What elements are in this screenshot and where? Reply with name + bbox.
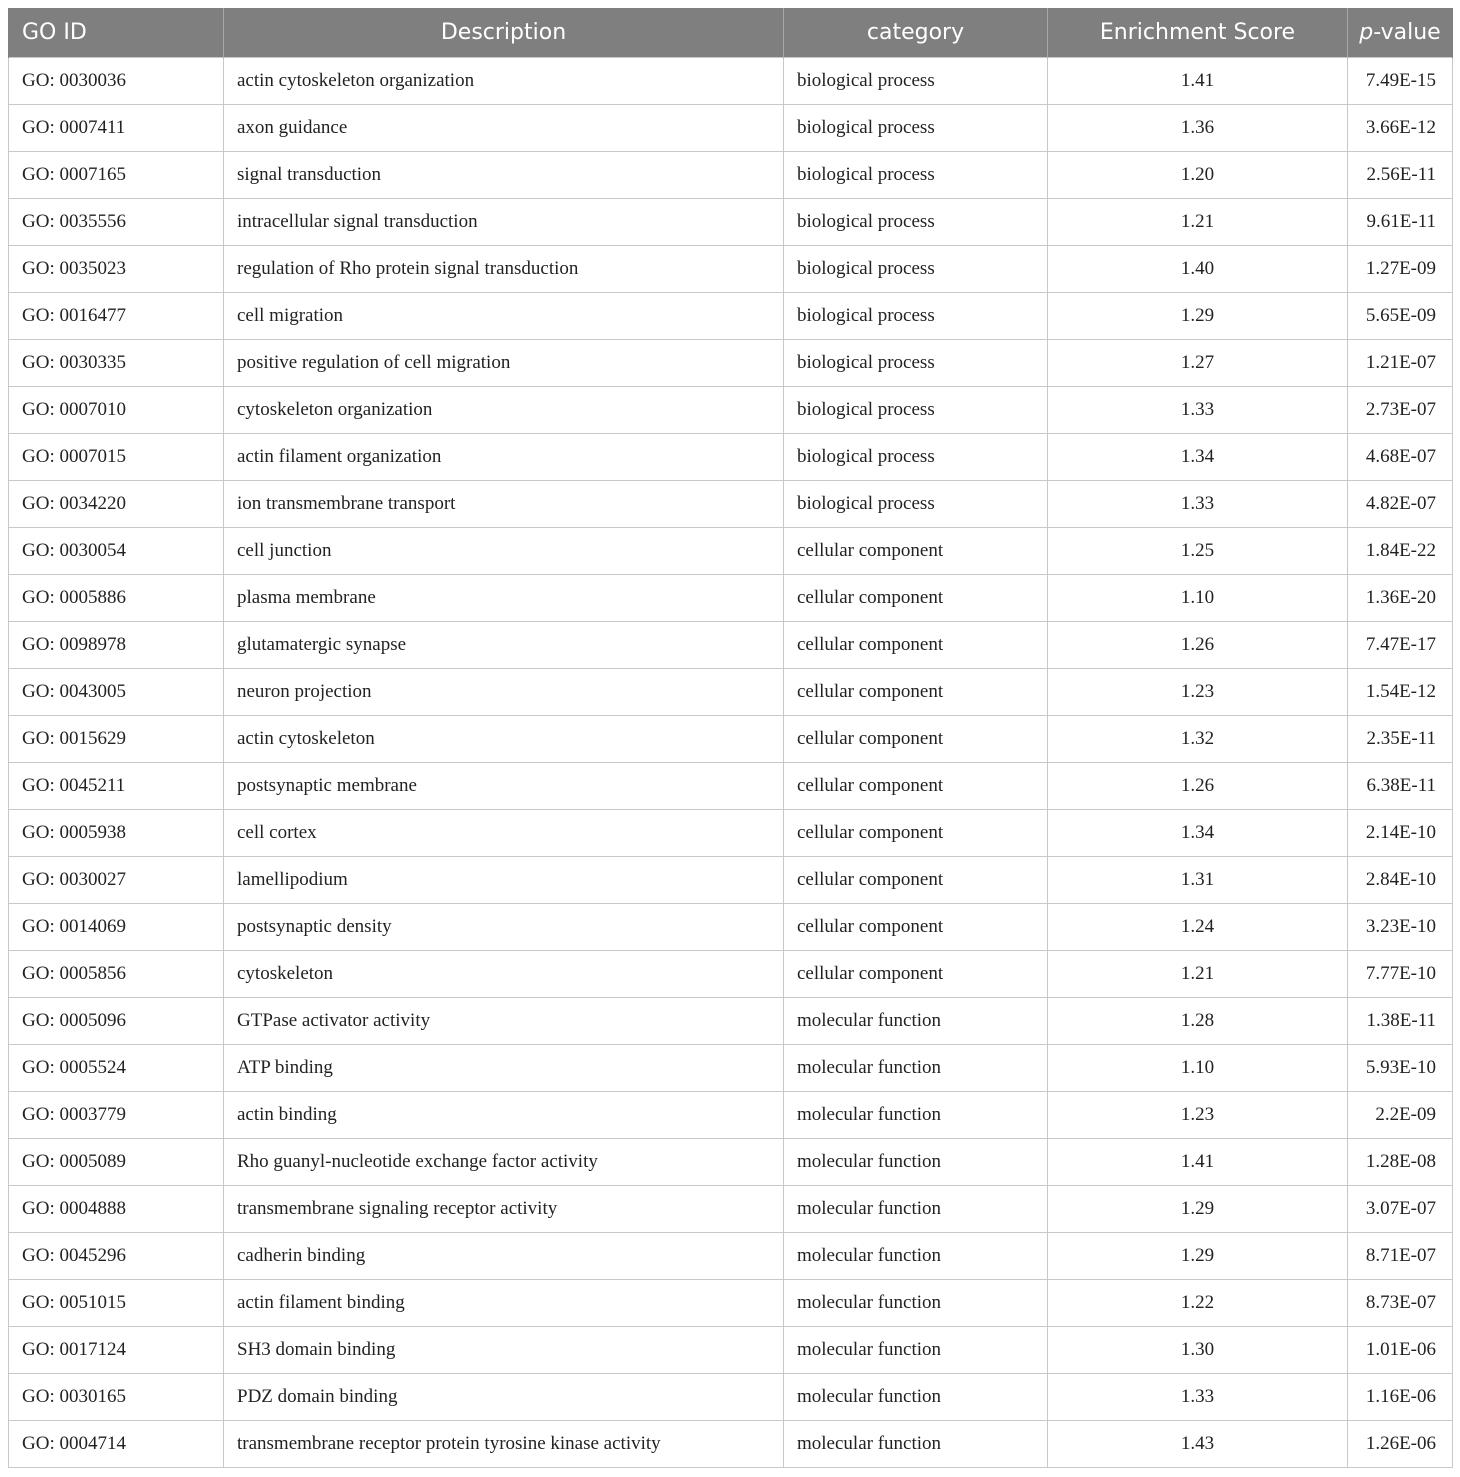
cell-p-value: 2.84E-10 bbox=[1348, 857, 1453, 904]
cell-category: biological process bbox=[784, 105, 1048, 152]
cell-go-id: GO: 0015629 bbox=[9, 716, 224, 763]
cell-category: cellular component bbox=[784, 622, 1048, 669]
cell-go-id: GO: 0005096 bbox=[9, 998, 224, 1045]
cell-go-id: GO: 0005856 bbox=[9, 951, 224, 998]
cell-p-value: 1.21E-07 bbox=[1348, 340, 1453, 387]
cell-p-value: 8.73E-07 bbox=[1348, 1280, 1453, 1327]
cell-enrichment-score: 1.28 bbox=[1048, 998, 1348, 1045]
cell-p-value: 1.84E-22 bbox=[1348, 528, 1453, 575]
cell-category: molecular function bbox=[784, 1374, 1048, 1421]
cell-p-value: 1.54E-12 bbox=[1348, 669, 1453, 716]
cell-description: actin cytoskeleton bbox=[224, 716, 784, 763]
cell-description: positive regulation of cell migration bbox=[224, 340, 784, 387]
cell-description: cadherin binding bbox=[224, 1233, 784, 1280]
table-row bbox=[9, 998, 1453, 1045]
table-row bbox=[9, 1421, 1453, 1468]
table-header bbox=[9, 8, 1453, 58]
cell-description: postsynaptic density bbox=[224, 904, 784, 951]
cell-p-value: 1.38E-11 bbox=[1348, 998, 1453, 1045]
cell-description: actin cytoskeleton organization bbox=[224, 58, 784, 105]
table-row bbox=[9, 387, 1453, 434]
cell-category: biological process bbox=[784, 246, 1048, 293]
cell-enrichment-score: 1.21 bbox=[1048, 199, 1348, 246]
table-row bbox=[9, 1186, 1453, 1233]
header-category: category bbox=[784, 8, 1048, 58]
cell-go-id: GO: 0051015 bbox=[9, 1280, 224, 1327]
cell-category: molecular function bbox=[784, 1045, 1048, 1092]
cell-enrichment-score: 1.22 bbox=[1048, 1280, 1348, 1327]
cell-p-value: 1.28E-08 bbox=[1348, 1139, 1453, 1186]
header-description: Description bbox=[224, 8, 784, 58]
cell-category: biological process bbox=[784, 481, 1048, 528]
cell-category: molecular function bbox=[784, 998, 1048, 1045]
cell-go-id: GO: 0030027 bbox=[9, 857, 224, 904]
cell-go-id: GO: 0030036 bbox=[9, 58, 224, 105]
cell-category: molecular function bbox=[784, 1233, 1048, 1280]
cell-category: cellular component bbox=[784, 575, 1048, 622]
cell-description: ion transmembrane transport bbox=[224, 481, 784, 528]
cell-p-value: 2.35E-11 bbox=[1348, 716, 1453, 763]
cell-enrichment-score: 1.33 bbox=[1048, 387, 1348, 434]
table-row bbox=[9, 481, 1453, 528]
cell-description: ATP binding bbox=[224, 1045, 784, 1092]
cell-p-value: 1.16E-06 bbox=[1348, 1374, 1453, 1421]
cell-enrichment-score: 1.40 bbox=[1048, 246, 1348, 293]
cell-category: biological process bbox=[784, 293, 1048, 340]
cell-go-id: GO: 0035556 bbox=[9, 199, 224, 246]
cell-enrichment-score: 1.10 bbox=[1048, 1045, 1348, 1092]
cell-go-id: GO: 0016477 bbox=[9, 293, 224, 340]
table-row bbox=[9, 1327, 1453, 1374]
cell-description: cell migration bbox=[224, 293, 784, 340]
table-row bbox=[9, 246, 1453, 293]
table-row bbox=[9, 669, 1453, 716]
table-row bbox=[9, 904, 1453, 951]
cell-p-value: 9.61E-11 bbox=[1348, 199, 1453, 246]
cell-description: axon guidance bbox=[224, 105, 784, 152]
cell-description: cell junction bbox=[224, 528, 784, 575]
cell-go-id: GO: 0007015 bbox=[9, 434, 224, 481]
go-enrichment-table-container bbox=[8, 8, 1452, 1468]
cell-go-id: GO: 0043005 bbox=[9, 669, 224, 716]
cell-go-id: GO: 0004714 bbox=[9, 1421, 224, 1468]
cell-category: molecular function bbox=[784, 1280, 1048, 1327]
cell-p-value: 7.49E-15 bbox=[1348, 58, 1453, 105]
go-enrichment-table bbox=[8, 8, 1453, 1468]
cell-p-value: 2.56E-11 bbox=[1348, 152, 1453, 199]
cell-enrichment-score: 1.34 bbox=[1048, 434, 1348, 481]
cell-p-value: 2.2E-09 bbox=[1348, 1092, 1453, 1139]
cell-go-id: GO: 0045211 bbox=[9, 763, 224, 810]
cell-category: molecular function bbox=[784, 1092, 1048, 1139]
cell-description: signal transduction bbox=[224, 152, 784, 199]
cell-enrichment-score: 1.30 bbox=[1048, 1327, 1348, 1374]
header-p-suffix: -value bbox=[1373, 20, 1441, 45]
header-row bbox=[9, 8, 1453, 58]
cell-go-id: GO: 0035023 bbox=[9, 246, 224, 293]
cell-enrichment-score: 1.29 bbox=[1048, 293, 1348, 340]
cell-enrichment-score: 1.41 bbox=[1048, 1139, 1348, 1186]
cell-description: postsynaptic membrane bbox=[224, 763, 784, 810]
cell-category: cellular component bbox=[784, 669, 1048, 716]
cell-category: cellular component bbox=[784, 857, 1048, 904]
cell-description: plasma membrane bbox=[224, 575, 784, 622]
cell-p-value: 7.77E-10 bbox=[1348, 951, 1453, 998]
cell-p-value: 3.66E-12 bbox=[1348, 105, 1453, 152]
cell-category: biological process bbox=[784, 434, 1048, 481]
cell-p-value: 1.26E-06 bbox=[1348, 1421, 1453, 1468]
cell-description: SH3 domain binding bbox=[224, 1327, 784, 1374]
table-row bbox=[9, 575, 1453, 622]
table-row bbox=[9, 199, 1453, 246]
table-row bbox=[9, 340, 1453, 387]
table-row bbox=[9, 763, 1453, 810]
cell-enrichment-score: 1.25 bbox=[1048, 528, 1348, 575]
cell-go-id: GO: 0003779 bbox=[9, 1092, 224, 1139]
cell-category: cellular component bbox=[784, 528, 1048, 575]
cell-description: actin filament binding bbox=[224, 1280, 784, 1327]
cell-category: biological process bbox=[784, 387, 1048, 434]
cell-description: Rho guanyl-nucleotide exchange factor activity bbox=[224, 1139, 784, 1186]
cell-description: transmembrane receptor protein tyrosine kinase activity bbox=[224, 1421, 784, 1468]
table-row bbox=[9, 622, 1453, 669]
cell-category: molecular function bbox=[784, 1186, 1048, 1233]
cell-category: biological process bbox=[784, 152, 1048, 199]
cell-category: cellular component bbox=[784, 716, 1048, 763]
cell-category: molecular function bbox=[784, 1327, 1048, 1374]
table-row bbox=[9, 810, 1453, 857]
cell-enrichment-score: 1.31 bbox=[1048, 857, 1348, 904]
cell-p-value: 7.47E-17 bbox=[1348, 622, 1453, 669]
cell-enrichment-score: 1.43 bbox=[1048, 1421, 1348, 1468]
cell-enrichment-score: 1.36 bbox=[1048, 105, 1348, 152]
cell-p-value: 2.14E-10 bbox=[1348, 810, 1453, 857]
header-p-italic: p bbox=[1359, 20, 1374, 45]
cell-description: transmembrane signaling receptor activity bbox=[224, 1186, 784, 1233]
cell-enrichment-score: 1.26 bbox=[1048, 763, 1348, 810]
cell-p-value: 1.01E-06 bbox=[1348, 1327, 1453, 1374]
cell-go-id: GO: 0030054 bbox=[9, 528, 224, 575]
table-row bbox=[9, 1374, 1453, 1421]
cell-enrichment-score: 1.26 bbox=[1048, 622, 1348, 669]
table-row bbox=[9, 528, 1453, 575]
cell-description: cytoskeleton organization bbox=[224, 387, 784, 434]
table-row bbox=[9, 951, 1453, 998]
cell-enrichment-score: 1.41 bbox=[1048, 58, 1348, 105]
cell-go-id: GO: 0030165 bbox=[9, 1374, 224, 1421]
cell-category: molecular function bbox=[784, 1421, 1048, 1468]
table-row bbox=[9, 1045, 1453, 1092]
cell-go-id: GO: 0014069 bbox=[9, 904, 224, 951]
cell-enrichment-score: 1.29 bbox=[1048, 1233, 1348, 1280]
cell-enrichment-score: 1.20 bbox=[1048, 152, 1348, 199]
table-row bbox=[9, 58, 1453, 105]
cell-go-id: GO: 0004888 bbox=[9, 1186, 224, 1233]
cell-description: glutamatergic synapse bbox=[224, 622, 784, 669]
cell-go-id: GO: 0007010 bbox=[9, 387, 224, 434]
cell-enrichment-score: 1.23 bbox=[1048, 1092, 1348, 1139]
cell-p-value: 2.73E-07 bbox=[1348, 387, 1453, 434]
cell-enrichment-score: 1.23 bbox=[1048, 669, 1348, 716]
cell-p-value: 6.38E-11 bbox=[1348, 763, 1453, 810]
cell-category: cellular component bbox=[784, 810, 1048, 857]
cell-p-value: 1.27E-09 bbox=[1348, 246, 1453, 293]
cell-category: biological process bbox=[784, 340, 1048, 387]
cell-p-value: 8.71E-07 bbox=[1348, 1233, 1453, 1280]
table-row bbox=[9, 1092, 1453, 1139]
cell-go-id: GO: 0045296 bbox=[9, 1233, 224, 1280]
cell-go-id: GO: 0017124 bbox=[9, 1327, 224, 1374]
table-body bbox=[9, 58, 1453, 1468]
cell-go-id: GO: 0005089 bbox=[9, 1139, 224, 1186]
cell-enrichment-score: 1.27 bbox=[1048, 340, 1348, 387]
cell-description: actin filament organization bbox=[224, 434, 784, 481]
header-enrichment-score: Enrichment Score bbox=[1048, 8, 1348, 58]
cell-category: cellular component bbox=[784, 951, 1048, 998]
cell-description: PDZ domain binding bbox=[224, 1374, 784, 1421]
table-row bbox=[9, 293, 1453, 340]
cell-go-id: GO: 0007165 bbox=[9, 152, 224, 199]
cell-p-value: 5.65E-09 bbox=[1348, 293, 1453, 340]
cell-description: actin binding bbox=[224, 1092, 784, 1139]
table-row bbox=[9, 716, 1453, 763]
table-row bbox=[9, 1139, 1453, 1186]
table-row bbox=[9, 857, 1453, 904]
cell-go-id: GO: 0005524 bbox=[9, 1045, 224, 1092]
cell-go-id: GO: 0030335 bbox=[9, 340, 224, 387]
cell-enrichment-score: 1.33 bbox=[1048, 1374, 1348, 1421]
cell-description: cell cortex bbox=[224, 810, 784, 857]
cell-go-id: GO: 0007411 bbox=[9, 105, 224, 152]
cell-enrichment-score: 1.33 bbox=[1048, 481, 1348, 528]
header-go-id: GO ID bbox=[9, 8, 224, 58]
table-row bbox=[9, 434, 1453, 481]
table-row bbox=[9, 1233, 1453, 1280]
cell-enrichment-score: 1.24 bbox=[1048, 904, 1348, 951]
cell-go-id: GO: 0005938 bbox=[9, 810, 224, 857]
table-row bbox=[9, 105, 1453, 152]
cell-enrichment-score: 1.29 bbox=[1048, 1186, 1348, 1233]
cell-p-value: 1.36E-20 bbox=[1348, 575, 1453, 622]
table-row bbox=[9, 152, 1453, 199]
cell-enrichment-score: 1.21 bbox=[1048, 951, 1348, 998]
cell-enrichment-score: 1.34 bbox=[1048, 810, 1348, 857]
cell-go-id: GO: 0098978 bbox=[9, 622, 224, 669]
cell-enrichment-score: 1.10 bbox=[1048, 575, 1348, 622]
cell-description: neuron projection bbox=[224, 669, 784, 716]
cell-category: biological process bbox=[784, 199, 1048, 246]
header-p-value bbox=[1348, 8, 1453, 58]
cell-p-value: 3.07E-07 bbox=[1348, 1186, 1453, 1233]
cell-p-value: 5.93E-10 bbox=[1348, 1045, 1453, 1092]
cell-category: cellular component bbox=[784, 763, 1048, 810]
cell-description: GTPase activator activity bbox=[224, 998, 784, 1045]
cell-p-value: 4.82E-07 bbox=[1348, 481, 1453, 528]
table-row bbox=[9, 1280, 1453, 1327]
cell-category: biological process bbox=[784, 58, 1048, 105]
cell-go-id: GO: 0034220 bbox=[9, 481, 224, 528]
cell-p-value: 3.23E-10 bbox=[1348, 904, 1453, 951]
cell-go-id: GO: 0005886 bbox=[9, 575, 224, 622]
cell-category: molecular function bbox=[784, 1139, 1048, 1186]
cell-category: cellular component bbox=[784, 904, 1048, 951]
cell-description: lamellipodium bbox=[224, 857, 784, 904]
cell-description: intracellular signal transduction bbox=[224, 199, 784, 246]
cell-p-value: 4.68E-07 bbox=[1348, 434, 1453, 481]
cell-enrichment-score: 1.32 bbox=[1048, 716, 1348, 763]
cell-description: cytoskeleton bbox=[224, 951, 784, 998]
cell-description: regulation of Rho protein signal transduction bbox=[224, 246, 784, 293]
